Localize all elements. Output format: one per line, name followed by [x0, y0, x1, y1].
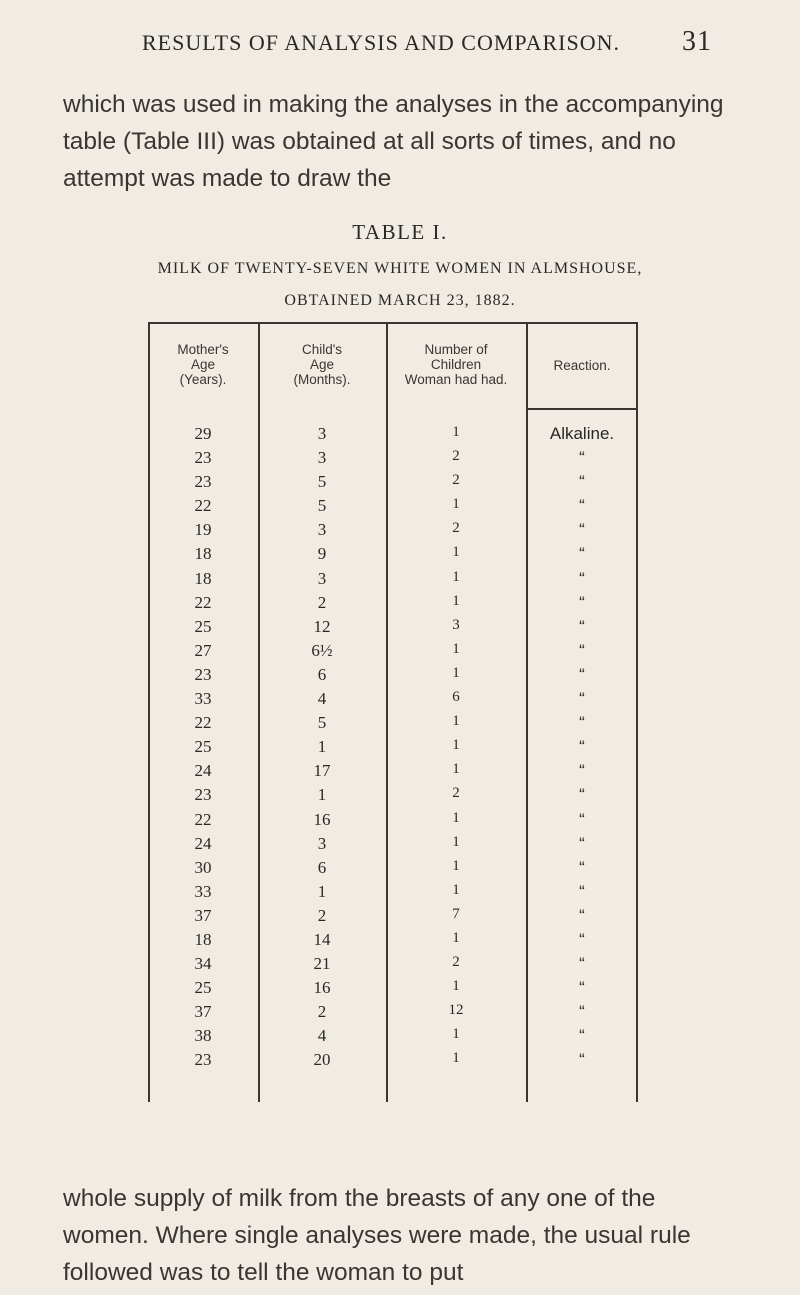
child-age-cell: 1: [317, 785, 327, 805]
child-age-cell: 14: [313, 929, 331, 949]
table-row: [148, 424, 638, 448]
child-age-cell: 1: [317, 737, 327, 757]
mother-age-cell: 22: [194, 713, 212, 733]
mother-age-cell: 24: [194, 761, 212, 781]
children-count-cell: 1: [452, 737, 460, 754]
children-count-cell: 1: [452, 1026, 460, 1043]
mother-age-cell: 22: [194, 496, 212, 516]
mother-age-cell: 34: [194, 954, 212, 974]
reaction-cell: “: [579, 713, 585, 733]
reaction-cell: “: [579, 496, 585, 516]
table-row: [148, 834, 638, 858]
child-age-cell: 20: [313, 1050, 331, 1070]
table-row: [148, 448, 638, 472]
mother-age-cell: 33: [194, 881, 212, 901]
mother-age-cell: 27: [194, 640, 212, 660]
mother-age-cell: 18: [194, 544, 212, 564]
child-age-cell: 9: [317, 544, 327, 564]
table-row: [148, 954, 638, 978]
children-count-cell: 1: [452, 761, 460, 778]
table-header-rule: [526, 408, 638, 410]
reaction-cell: “: [579, 737, 585, 757]
reaction-cell: “: [579, 568, 585, 588]
children-count-cell: 12: [448, 1002, 464, 1019]
reaction-cell: “: [579, 881, 585, 901]
children-count-cell: 7: [452, 905, 460, 922]
mother-age-cell: 25: [194, 737, 212, 757]
reaction-cell: “: [579, 929, 585, 949]
reaction-cell: “: [579, 689, 585, 709]
child-age-cell: 2: [317, 592, 327, 612]
mother-age-cell: 37: [194, 1002, 212, 1022]
child-age-cell: 16: [313, 809, 331, 829]
child-age-cell: 4: [317, 1026, 327, 1046]
reaction-cell: “: [579, 544, 585, 564]
mother-age-cell: 23: [194, 472, 212, 492]
children-count-cell: 2: [452, 520, 460, 537]
reaction-cell: “: [579, 592, 585, 612]
child-age-cell: 5: [317, 472, 327, 492]
table-row: [148, 544, 638, 568]
table-row: [148, 978, 638, 1002]
child-age-cell: 2: [317, 905, 327, 925]
table-row: [148, 496, 638, 520]
reaction-cell: “: [579, 857, 585, 877]
table-caption-line-2: OBTAINED MARCH 23, 1882.: [284, 292, 516, 309]
reaction-cell: “: [579, 1050, 585, 1070]
reaction-cell: Alkaline.: [549, 424, 615, 443]
table-row: [148, 665, 638, 689]
mother-age-cell: 18: [194, 929, 212, 949]
reaction-cell: “: [579, 785, 585, 805]
table-row: [148, 785, 638, 809]
mother-age-cell: 30: [194, 857, 212, 877]
children-count-cell: 1: [452, 568, 460, 585]
table-row: [148, 858, 638, 882]
child-age-cell: 6: [317, 857, 327, 877]
children-count-cell: 1: [452, 424, 460, 440]
child-age-cell: 5: [317, 496, 327, 516]
children-count-cell: 6: [452, 689, 460, 706]
reaction-cell: “: [579, 833, 585, 853]
reaction-cell: “: [579, 616, 585, 636]
child-age-cell: 12: [313, 616, 331, 636]
reaction-cell: “: [579, 1002, 585, 1022]
reaction-cell: “: [579, 664, 585, 684]
child-age-cell: 1: [317, 881, 327, 901]
child-age-cell: 3: [317, 448, 327, 468]
column-header-mother-age: Mother's Age (Years).: [177, 342, 229, 387]
child-age-cell: 3: [317, 833, 327, 853]
mother-age-cell: 22: [194, 592, 212, 612]
mother-age-cell: 23: [194, 785, 212, 805]
column-header-children-count: Number of Children Woman had had.: [404, 342, 508, 387]
table-title: TABLE I.: [352, 220, 448, 244]
table-row: [148, 1050, 638, 1074]
reaction-cell: “: [579, 640, 585, 660]
paragraph-top: which was used in making the analyses in the accompanying table (Table III) was obtained at all sorts of times, and no attempt was made to draw the: [63, 91, 724, 192]
table-row: [148, 810, 638, 834]
child-age-cell: 3: [317, 424, 327, 443]
reaction-cell: “: [579, 809, 585, 829]
children-count-cell: 1: [452, 929, 460, 946]
child-age-cell: 5: [317, 713, 327, 733]
reaction-cell: “: [579, 978, 585, 998]
children-count-cell: 1: [452, 833, 460, 850]
mother-age-cell: 33: [194, 689, 212, 709]
reaction-cell: “: [579, 761, 585, 781]
table-row: [148, 472, 638, 496]
table-row: [148, 641, 638, 665]
child-age-cell: 21: [313, 954, 331, 974]
table-row: [148, 761, 638, 785]
children-count-cell: 1: [452, 857, 460, 874]
child-age-cell: 16: [313, 978, 331, 998]
mother-age-cell: 25: [194, 978, 212, 998]
column-header-child-age: Child's Age (Months).: [293, 342, 351, 387]
table-row: [148, 713, 638, 737]
paragraph-bottom: whole supply of milk from the breasts of any one of the women. Where single analyses were made, the usual rule followed was to tell the woman to put: [63, 1185, 691, 1286]
children-count-cell: 1: [452, 640, 460, 657]
table-body: [148, 424, 638, 1075]
table-row: [148, 520, 638, 544]
table-caption-line-1: MILK OF TWENTY-SEVEN WHITE WOMEN IN ALMSHOUSE,: [157, 260, 643, 277]
child-age-cell: 3: [317, 568, 327, 588]
reaction-cell: “: [579, 520, 585, 540]
table-row: [148, 1002, 638, 1026]
children-count-cell: 1: [452, 713, 460, 730]
children-count-cell: 1: [452, 881, 460, 898]
children-count-cell: 2: [452, 472, 460, 489]
children-count-cell: 1: [452, 809, 460, 826]
table-row: [148, 617, 638, 641]
reaction-cell: “: [579, 472, 585, 492]
children-count-cell: 1: [452, 496, 460, 513]
child-age-cell: 6: [317, 664, 327, 684]
mother-age-cell: 23: [194, 448, 212, 468]
mother-age-cell: 25: [194, 616, 212, 636]
child-age-cell: 4: [317, 689, 327, 709]
children-count-cell: 2: [452, 954, 460, 971]
children-count-cell: 2: [452, 785, 460, 802]
mother-age-cell: 38: [194, 1026, 212, 1046]
mother-age-cell: 22: [194, 809, 212, 829]
page-number: 31: [682, 26, 712, 57]
table-row: [148, 882, 638, 906]
table-row: [148, 906, 638, 930]
children-count-cell: 2: [452, 448, 460, 465]
table-row: [148, 1026, 638, 1050]
children-count-cell: 1: [452, 978, 460, 995]
table-top-rule: [148, 322, 638, 324]
reaction-cell: “: [579, 1026, 585, 1046]
child-age-cell: 6½: [311, 640, 333, 660]
mother-age-cell: 23: [194, 664, 212, 684]
reaction-cell: “: [579, 448, 585, 468]
reaction-cell: “: [579, 954, 585, 974]
column-header-reaction: Reaction.: [553, 358, 611, 373]
children-count-cell: 1: [452, 1050, 460, 1067]
mother-age-cell: 29: [194, 424, 212, 443]
running-title: RESULTS OF ANALYSIS AND COMPARISON.: [142, 30, 621, 55]
child-age-cell: 2: [317, 1002, 327, 1022]
reaction-cell: “: [579, 905, 585, 925]
child-age-cell: 17: [313, 761, 331, 781]
table-row: [148, 930, 638, 954]
mother-age-cell: 37: [194, 905, 212, 925]
table-row: [148, 737, 638, 761]
mother-age-cell: 23: [194, 1050, 212, 1070]
children-count-cell: 3: [452, 616, 460, 633]
children-count-cell: 1: [452, 592, 460, 609]
mother-age-cell: 18: [194, 568, 212, 588]
children-count-cell: 1: [452, 544, 460, 561]
table-row: [148, 569, 638, 593]
child-age-cell: 3: [317, 520, 327, 540]
table-row: [148, 689, 638, 713]
mother-age-cell: 19: [194, 520, 212, 540]
children-count-cell: 1: [452, 664, 460, 681]
mother-age-cell: 24: [194, 833, 212, 853]
table-row: [148, 593, 638, 617]
